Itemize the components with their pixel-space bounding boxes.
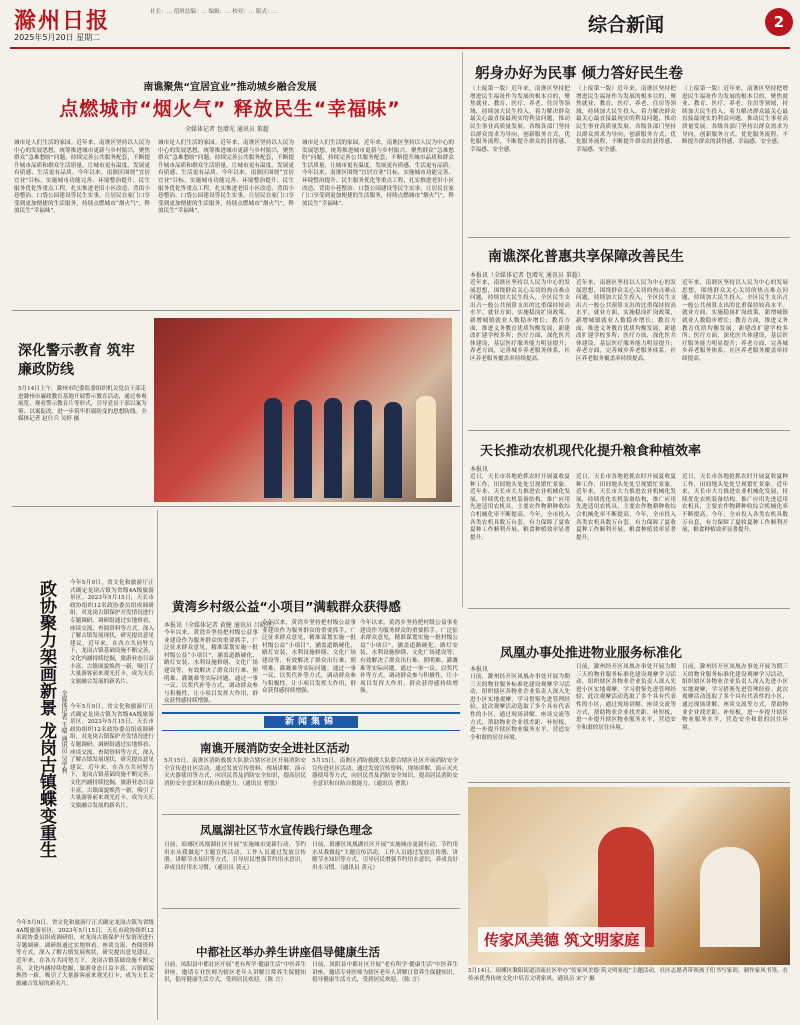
- rural-tech-body-col2: 近日，天长市各地抢抓农时开展夏收夏种工作，田间地头处处呈现繁忙景象。近年来，天长市大力推进农业机械化发展，持续优化农机装备结构，推广应用先进适用农机具，主要农作物耕种收综合机械化率不断提高。今年，全市投入各类农机具数万台套，有力保障了夏收夏种工作顺利开展，粮食种植效率显著提升。: [576, 474, 676, 541]
- police-photo: [154, 318, 452, 502]
- rural-tech-byline: 本报讯: [470, 466, 489, 473]
- inclusive-body-col1: 近年来，南谯区坚持以人民为中心的发展思想，围绕群众关心关切的热点难点问题，持续加大民生投入，全区民生支出占一般公共预算支出的比重保持较高水平。就业方面，实施稳岗扩岗政策，新增城镇就业人数稳步增长；教育方面，推进义务教育优质均衡发展，新建改扩建学校多所；医疗方面，深化医共体建设，基层医疗服务能力明显提升；养老方面，完善城乡养老服务体系，社区养老服务覆盖率持续提高。: [470, 280, 570, 362]
- main-body-col1: 城市是人们生活的家园。近年来，南谯区坚持以人民为中心的发展思想，统筹推进城市更新与乡村振兴，聚焦群众“急难愁盼”问题，持续完善公共服务配套，不断提升城市品质和群众生活质量，让城市更有温度、发展更有质感、生活更有品质。今年以来，南谯区围绕“宜居宜业”目标，实施城市功能完善、环境整治提升、民生服务优化等重点工程，扎实推进老旧小区改造、背街小巷整治、口袋公园建设等民生实事，让居民在家门口享受到更加便捷的生活服务，持续点燃城市“烟火气”，释放民生“幸福味”。: [14, 140, 150, 215]
- issue-date: 2025年5月20日 星期二: [14, 33, 101, 42]
- inclusive-byline: 本报讯（全媒体记者 包增光 通讯员 董超）: [470, 272, 584, 279]
- main-body-col2: 城市是人们生活的家园。近年来，南谯区坚持以人民为中心的发展思想，统筹推进城市更新与乡村振兴，聚焦群众“急难愁盼”问题，持续完善公共服务配套，不断提升城市品质和群众生活质量，让城市更有温度、发展更有质感、生活更有品质。今年以来，南谯区围绕“宜居宜业”目标，实施城市功能完善、环境整治提升、民生服务优化等重点工程，扎实推进老旧小区改造、背街小巷整治、口袋公园建设等民生实事，让居民在家门口享受到更加便捷的生活服务，持续点燃城市“烟火气”，释放民生“幸福味”。: [158, 140, 294, 215]
- masthead-divider: [10, 47, 790, 49]
- huangwan-headline: 黄湾乡村级公益“小项目”满载群众获得感: [172, 599, 401, 614]
- column-divider: [157, 510, 158, 1020]
- water-body-col2: 日前，琅琊区凤凰湖社区开展“实施城市更新行动、节约用水从我做起”主题宣传活动，工作人员通过发放宣传册、讲解节水知识等方式，引导居民增强节约用水意识，养成良好用水习惯。（通讯员 黄元）: [312, 842, 458, 871]
- divider: [468, 782, 790, 783]
- huangwan-body-col3: 今年以来，黄湾乡坚持把村级公益事业建设作为服务群众的重要抓手，广泛征求群众意见，精准谋划实施一批村级公益“小项目”，涵盖道路硬化、路灯安装、水利设施修缮、文化广场建设等，有效解决了群众出行难、照明难、灌溉难等实际问题。通过一事一议、以奖代补等方式，调动群众参与积极性，让小项目发挥大作用，群众获得感持续增强。: [360, 620, 458, 695]
- health-headline: 中都社区举办养生讲座倡导健康生活: [196, 945, 380, 959]
- huangwan-body-col1: 今年以来，黄湾乡坚持把村级公益事业建设作为服务群众的重要抓手，广泛征求群众意见，精准谋划实施一批村级公益“小项目”，涵盖道路硬化、路灯安装、水利设施修缮、文化广场建设等，有效解决了群众出行难、照明难、灌溉难等实际问题。通过一事一议、以奖代补等方式，调动群众参与积极性，让小项目发挥大作用，群众获得感持续增强。: [164, 630, 258, 705]
- contact-info: 社长：… 值班总编：… 编辑：… 校对：… 版式：…: [150, 9, 278, 15]
- rural-tech-headline: 天长推动农机现代化提升粮食种植效率: [480, 444, 702, 459]
- photo-figure: [416, 396, 436, 498]
- photo-figure: [324, 398, 342, 498]
- fengyang-body-col2: 日前，滁州经开区凤凰办事处开展为期三天的物业服务标准化建设观摩学习活动，组织辖区各物业企业负责人深入先进小区实地观摩，学习借鉴先进管理经验。此次观摩活动选取了多个具有代表性的小区，通过现场讲解、座谈交流等方式，帮助物业企业找差距、补短板，进一步提升辖区物业服务水平，营造安全和谐的居住环境。: [576, 664, 676, 731]
- huangwan-body-col2: 今年以来，黄湾乡坚持把村级公益事业建设作为服务群众的重要抓手，广泛征求群众意见，精准谋划实施一批村级公益“小项目”，涵盖道路硬化、路灯安装、水利设施修缮、文化广场建设等，有效解决了群众出行难、照明难、灌溉难等实际问题。通过一事一议、以奖代补等方式，调动群众参与积极性，让小项目发挥大作用，群众获得感持续增强。: [262, 620, 356, 695]
- main-byline: 全媒体记者 包增光 通讯员 董超: [185, 126, 269, 133]
- police-caption: 5月14日上午，滁州市纪委监委组织机关党员干部走进滁州市廉政教育基地开展警示教育活动，通过参观展览、观看警示教育片等形式，引导党员干部以案为鉴、以案促改，进一步筑牢拒腐防变的思想防线。全媒体记者 赵仕兵 吴婷 摄: [18, 386, 147, 423]
- inclusive-headline: 南谯深化普惠共享保障改善民生: [488, 249, 684, 265]
- culture-headline: 传家风美德 筑文明家庭: [478, 927, 645, 952]
- page-number: 2: [773, 13, 785, 31]
- inclusive-body-col2: 近年来，南谯区坚持以人民为中心的发展思想，围绕群众关心关切的热点难点问题，持续加大民生投入，全区民生支出占一般公共预算支出的比重保持较高水平。就业方面，实施稳岗扩岗政策，新增城镇就业人数稳步增长；教育方面，推进义务教育优质均衡发展，新建改扩建学校多所；医疗方面，深化医共体建设，基层医疗服务能力明显提升；养老方面，完善城乡养老服务体系，社区养老服务覆盖率持续提高。: [576, 280, 676, 362]
- huangwan-byline: 本报讯（全媒体记者 黄健 通讯员 吕晓亮）: [164, 622, 278, 629]
- divider: [468, 237, 790, 238]
- health-body-col2: 日前，凤阳县中都社区开展“老有所学·健康生活”中医养生讲座，邀请专业医师为辖区老年人讲解日常养生保健知识，倡导健康生活方式，受到居民欢迎。（陈 言）: [312, 962, 458, 984]
- divider: [12, 310, 460, 311]
- column-divider: [462, 52, 463, 607]
- divider: [12, 506, 460, 507]
- fire-body-col1: 5月15日，南谯区消防救援大队联合辖区社区开展消防安全宣传进社区活动，通过发放宣传资料、现场讲解、演示灭火器使用等方式，向居民普及消防安全知识，提高居民消防安全意识和自防自救能力。（通讯员 曹凯）: [164, 758, 306, 787]
- feature-vertical-headline: 政协聚力架画新景 龙岗古镇蝶变重生: [36, 580, 56, 858]
- inclusive-body-col3: 近年来，南谯区坚持以人民为中心的发展思想，围绕群众关心关切的热点难点问题，持续加大民生投入，全区民生支出占一般公共预算支出的比重保持较高水平。就业方面，实施稳岗扩岗政策，新增城镇就业人数稳步增长；教育方面，推进义务教育优质均衡发展，新建改扩建学校多所；医疗方面，深化医共体建设，基层医疗服务能力明显提升；养老方面，完善城乡养老服务体系，社区养老服务覆盖率持续提高。: [682, 280, 788, 362]
- rural-tech-body-col1: 近日，天长市各地抢抓农时开展夏收夏种工作，田间地头处处呈现繁忙景象。近年来，天长市大力推进农业机械化发展，持续优化农机装备结构，推广应用先进适用农机具，主要农作物耕种收综合机械化率不断提高。今年，全市投入各类农机具数万台套，有力保障了夏收夏种工作顺利开展，粮食种植效率显著提升。: [470, 474, 570, 541]
- main-headline: 点燃城市“烟火气” 释放民生“幸福味”: [59, 98, 401, 120]
- main-body-col3: 城市是人们生活的家园。近年来，南谯区坚持以人民为中心的发展思想，统筹推进城市更新与乡村振兴，聚焦群众“急难愁盼”问题，持续完善公共服务配套，不断提升城市品质和群众生活质量，让城市更有温度、发展更有质感、生活更有品质。今年以来，南谯区围绕“宜居宜业”目标，实施城市功能完善、环境整治提升、民生服务优化等重点工程，扎实推进老旧小区改造、背街小巷整治、口袋公园建设等民生实事，让居民在家门口享受到更加便捷的生活服务，持续点燃城市“烟火气”，释放民生“幸福味”。: [302, 140, 454, 207]
- photo-figure: [384, 402, 402, 498]
- police-headline: 深化警示教育 筑牢廉政防线: [18, 343, 135, 378]
- water-body-col1: 日前，琅琊区凤凰湖社区开展“实施城市更新行动、节约用水从我做起”主题宣传活动，工作人员通过发放宣传册、讲解节水知识等方式，引导居民增强节约用水意识，养成良好用水习惯。（通讯员 黄元）: [164, 842, 306, 871]
- section-title: 综合新闻: [588, 14, 665, 36]
- feature-body-c: 今年5月9日，省文化和旅游厅正式确定龙岗古镇为省级4A级旅游景区。2023年5月15日，天长市政协组织12名政协委员组成调研组，对龙岗古镇保护开发情况进行专题调研。调研组通过实地察看、座谈交流、查阅资料等方式，深入了解古镇发展现状，研究提出意见建议。近年来，在各方共同努力下，龙岗古镇基础设施不断完善，文化内涵持续挖掘，旅游业态日益丰富，古镇面貌焕然一新，吸引了大量游客前来观光打卡，成为天长文旅融合发展的新名片。: [16, 920, 154, 987]
- fire-headline: 南谯开展消防安全进社区活动: [200, 741, 350, 755]
- shooting-body-col2: （上接第一版）近年来，南谯区坚持把增进民生福祉作为发展的根本目的，聚焦就业、教育、医疗、养老、住房等领域，持续加大民生投入，着力解决群众最关心最直接最现实的利益问题，推动民生事业高质量发展。各级各部门坚持以群众需求为导向，创新服务方式，优化服务流程，不断提升群众的获得感、幸福感、安全感。: [576, 86, 676, 153]
- rural-tech-body-col3: 近日，天长市各地抢抓农时开展夏收夏种工作，田间地头处处呈现繁忙景象。近年来，天长市大力推进农业机械化发展，持续优化农机装备结构，推广应用先进适用农机具，主要农作物耕种收综合机械化率不断提高。今年，全市投入各类农机具数万台套，有力保障了夏收夏种工作顺利开展，粮食种植效率显著提升。: [682, 474, 788, 534]
- brief-bar-label: 新闻集锦: [264, 716, 358, 728]
- photo-figure: [294, 400, 312, 498]
- masthead: [0, 0, 800, 46]
- fengyang-body-col1: 日前，滁州经开区凤凰办事处开展为期三天的物业服务标准化建设观摩学习活动，组织辖区各物业企业负责人深入先进小区实地观摩，学习借鉴先进管理经验。此次观摩活动选取了多个具有代表性的小区，通过现场讲解、座谈交流等方式，帮助物业企业找差距、补短板，进一步提升辖区物业服务水平，营造安全和谐的居住环境。: [470, 674, 570, 741]
- shooting-headline: 躬身办好为民事 倾力答好民生卷: [475, 66, 684, 82]
- health-body-col1: 日前，凤阳县中都社区开展“老有所学·健康生活”中医养生讲座，邀请专业医师为辖区老年人讲解日常养生保健知识，倡导健康生活方式，受到居民欢迎。（陈 言）: [164, 962, 306, 984]
- main-kicker: 南谯聚焦“宜居宜业”推动城乡融合发展: [143, 82, 317, 93]
- feature-byline: 全媒体记者 王晴 通讯员 吴宇利: [60, 690, 67, 774]
- photo-figure: [700, 847, 760, 947]
- photo-figure: [264, 398, 282, 498]
- newspaper-logo: 滁州日报: [14, 8, 111, 34]
- fengyang-body-col3: 日前，滁州经开区凤凰办事处开展为期三天的物业服务标准化建设观摩学习活动，组织辖区各物业企业负责人深入先进小区实地观摩，学习借鉴先进管理经验。此次观摩活动选取了多个具有代表性的小区，通过现场讲解、座谈交流等方式，帮助物业企业找差距、补短板，进一步提升辖区物业服务水平，营造安全和谐的居住环境。: [682, 664, 788, 731]
- photo-figure: [354, 400, 372, 498]
- divider: [162, 908, 460, 909]
- shooting-body-col1: （上接第一版）近年来，南谯区坚持把增进民生福祉作为发展的根本目的，聚焦就业、教育、医疗、养老、住房等领域，持续加大民生投入，着力解决群众最关心最直接最现实的利益问题，推动民生事业高质量发展。各级各部门坚持以群众需求为导向，创新服务方式，优化服务流程，不断提升群众的获得感、幸福感、安全感。: [470, 86, 570, 153]
- water-headline: 凤凰湖社区节水宣传践行绿色理念: [200, 823, 373, 837]
- feature-body-b: 今年5月9日，省文化和旅游厅正式确定龙岗古镇为省级4A级旅游景区。2023年5月15日，天长市政协组织12名政协委员组成调研组，对龙岗古镇保护开发情况进行专题调研。调研组通过实地察看、座谈交流、查阅资料等方式，深入了解古镇发展现状，研究提出意见建议。近年来，在各方共同努力下，龙岗古镇基础设施不断完善，文化内涵持续挖掘，旅游业态日益丰富，古镇面貌焕然一新，吸引了大量游客前来观光打卡，成为天长文旅融合发展的新名片。: [70, 704, 154, 809]
- divider: [162, 704, 460, 705]
- divider: [468, 430, 790, 431]
- page-number-badge: [765, 8, 793, 36]
- shooting-body-col3: （上接第一版）近年来，南谯区坚持把增进民生福祉作为发展的根本目的，聚焦就业、教育、医疗、养老、住房等领域，持续加大民生投入，着力解决群众最关心最直接最现实的利益问题，推动民生事业高质量发展。各级各部门坚持以群众需求为导向，创新服务方式，优化服务流程，不断提升群众的获得感、幸福感、安全感。: [682, 86, 788, 146]
- divider: [468, 608, 790, 609]
- divider: [162, 814, 460, 815]
- fire-body-col2: 5月15日，南谯区消防救援大队联合辖区社区开展消防安全宣传进社区活动，通过发放宣传资料、现场讲解、演示灭火器使用等方式，向居民普及消防安全知识，提高居民消防安全意识和自防自救能力。（通讯员 曹凯）: [312, 758, 458, 787]
- fengyang-byline: 本报讯: [470, 666, 489, 673]
- culture-photo: [468, 787, 790, 965]
- fengyang-headline: 凤凰办事处推进物业服务标准化: [500, 646, 683, 661]
- feature-body-a: 今年5月9日，省文化和旅游厅正式确定龙岗古镇为省级4A级旅游景区。2023年5月15日，天长市政协组织12名政协委员组成调研组，对龙岗古镇保护开发情况进行专题调研。调研组通过实地察看、座谈交流、查阅资料等方式，深入了解古镇发展现状，研究提出意见建议。近年来，在各方共同努力下，龙岗古镇基础设施不断完善，文化内涵持续挖掘，旅游业态日益丰富，古镇面貌焕然一新，吸引了大量游客前来观光打卡，成为天长文旅融合发展的新名片。: [70, 580, 154, 685]
- culture-caption: 5月14日，琅琊区滁阳街道清流社区举办“传家风美德·筑文明家庭”主题活动，社区志愿者带领孩子们书写家训、制作家风书签，在传承优秀传统文化中培育文明家风。通讯员 宋宁 摄: [468, 968, 789, 982]
- brief-bar: [162, 712, 460, 731]
